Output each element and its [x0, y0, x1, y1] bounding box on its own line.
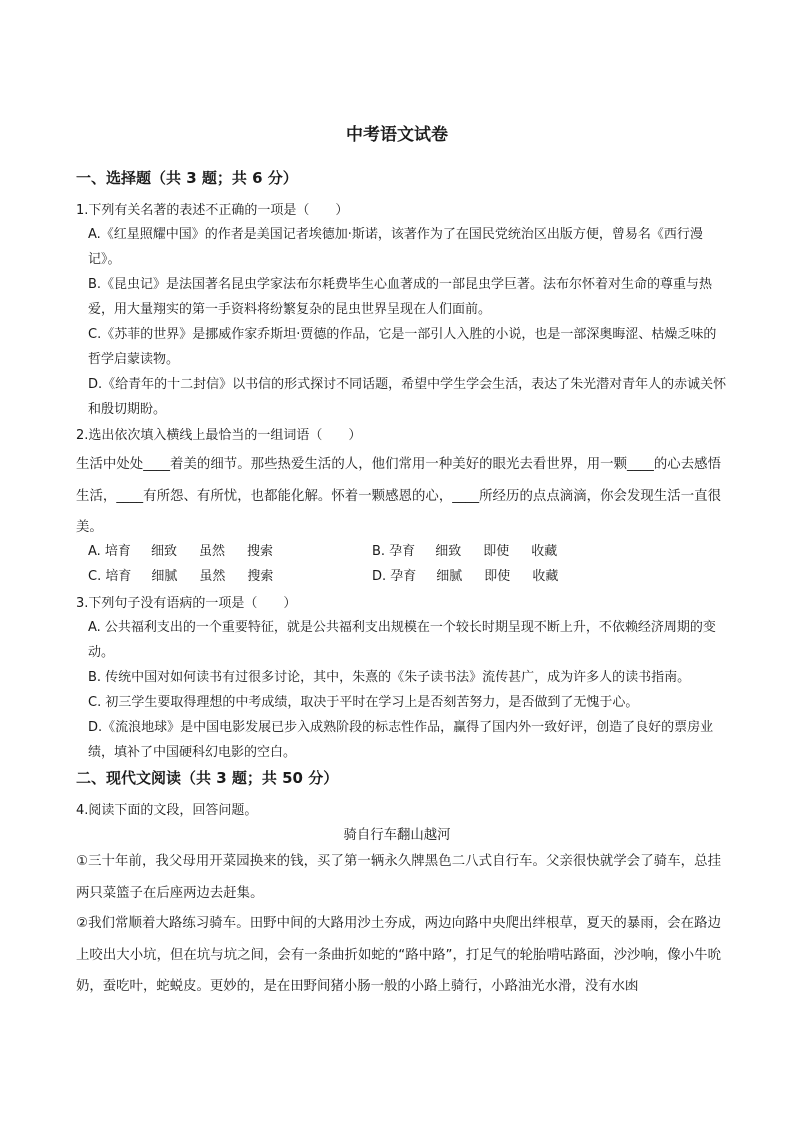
- q2-option-b-label: B. 孕育: [372, 544, 416, 559]
- q2-passage: 生活中处处____着美的细节。那些热爱生活的人，他们常用一种美好的眼光去看世界，用一颗____的心去感悟生活，____有所怨、有所忧，也都能化解。怀着一颗感恩的心，____所经历的点点滴滴，你会发现生活一直很美。: [76, 457, 721, 535]
- q2-option-d: [372, 568, 580, 586]
- q2-option-a-label: A. 培育: [88, 544, 131, 559]
- q2-option-c-word4: 搜索: [247, 569, 274, 584]
- q1-option-c: C.《苏菲的世界》是挪威作家乔斯坦·贾德的作品，它是一部引人入胜的小说，也是一部深奥晦涩、枯燥乏味的哲学启蒙读物。: [88, 327, 717, 367]
- essay-paragraph-1: ①三十年前，我父母用开菜园换来的钱，买了第一辆永久牌黑色二八式自行车。父亲很快就学会了骑车，总挂两只菜篮子在后座两边去赶集。: [76, 854, 721, 901]
- q2-option-c-word3: 虽然: [199, 569, 226, 584]
- section2-heading: 二、现代文阅读（共 3 题；共 50 分）: [76, 769, 339, 787]
- q2-option-a: [88, 543, 295, 561]
- q3-stem: 3.下列句子没有语病的一项是（ ）: [76, 596, 297, 611]
- q2-option-c-word2: 细腻: [151, 569, 178, 584]
- q2-option-a-word4: 搜索: [246, 544, 273, 559]
- page-title: 中考语文试卷: [346, 125, 448, 145]
- q3-option-b: B. 传统中国对如何读书有过很多讨论，其中，朱熹的《朱子读书法》流传甚广，成为许多人的读书指南。: [88, 670, 691, 685]
- q4-stem: 4.阅读下面的文段，回答问题。: [76, 803, 258, 818]
- q2-stem: 2.选出依次填入横线上最恰当的一组词语（ ）: [76, 428, 362, 443]
- q3-option-a: A. 公共福利支出的一个重要特征，就是公共福利支出规模在一个较长时期呈现不断上升，不依赖经济周期的变动。: [88, 620, 716, 660]
- q2-option-d-label: D. 孕育: [372, 569, 417, 584]
- q1-stem: 1.下列有关名著的表述不正确的一项是（ ）: [76, 203, 349, 218]
- q2-option-c-label: C. 培育: [88, 569, 132, 584]
- q1-option-a: A.《红星照耀中国》的作者是美国记者埃德加·斯诺，该著作为了在国民党统治区出版方便，曾易名《西行漫记》。: [88, 227, 703, 267]
- q1-option-d: D.《给青年的十二封信》以书信的形式探讨不同话题，希望中学生学会生活，表达了朱光潜对青年人的赤诚关怀和殷切期盼。: [88, 377, 727, 417]
- q3-option-d: D.《流浪地球》是中国电影发展已步入成熟阶段的标志性作品，赢得了国内外一致好评，创造了良好的票房业绩，填补了中国硬科幻电影的空白。: [88, 720, 714, 760]
- q2-option-a-word2: 细致: [150, 544, 177, 559]
- q2-option-c: [88, 568, 295, 586]
- q2-option-b-word4: 收藏: [531, 544, 558, 559]
- q2-option-b-word2: 细致: [435, 544, 462, 559]
- section1-heading: 一、选择题（共 3 题；共 6 分）: [76, 169, 298, 187]
- q1-option-b: B.《昆虫记》是法国著名昆虫学家法布尔耗费毕生心血著成的一部昆虫学巨著。法布尔怀着对生命的尊重与热爱，用大量翔实的第一手资料将纷繁复杂的昆虫世界呈现在人们面前。: [88, 277, 713, 317]
- q2-option-d-word2: 细腻: [436, 569, 463, 584]
- essay-title: 骑自行车翻山越河: [343, 828, 451, 843]
- q2-option-d-word3: 即使: [484, 569, 511, 584]
- q2-option-b: [372, 543, 579, 561]
- q2-option-a-word3: 虽然: [198, 544, 225, 559]
- q2-option-b-word3: 即使: [483, 544, 510, 559]
- q2-option-d-word4: 收藏: [532, 569, 559, 584]
- essay-paragraph-2: ②我们常顺着大路练习骑车。田野中间的大路用沙土夯成，两边向路中央爬出绊根草，夏天的暴雨，会在路边上咬出大小坑，但在坑与坑之间，会有一条曲折如蛇的“路中路”，打足气的轮胎啃咕路面，沙沙响，像小牛吮奶，蚕吃叶，蛇蜕皮。更妙的，是在田野间猪小肠一般的小路上骑行，小路油光水滑，没有水凼: [76, 916, 721, 994]
- q3-option-c: C. 初三学生要取得理想的中考成绩，取决于平时在学习上是否刻苦努力，是否做到了无愧于心。: [88, 695, 639, 710]
